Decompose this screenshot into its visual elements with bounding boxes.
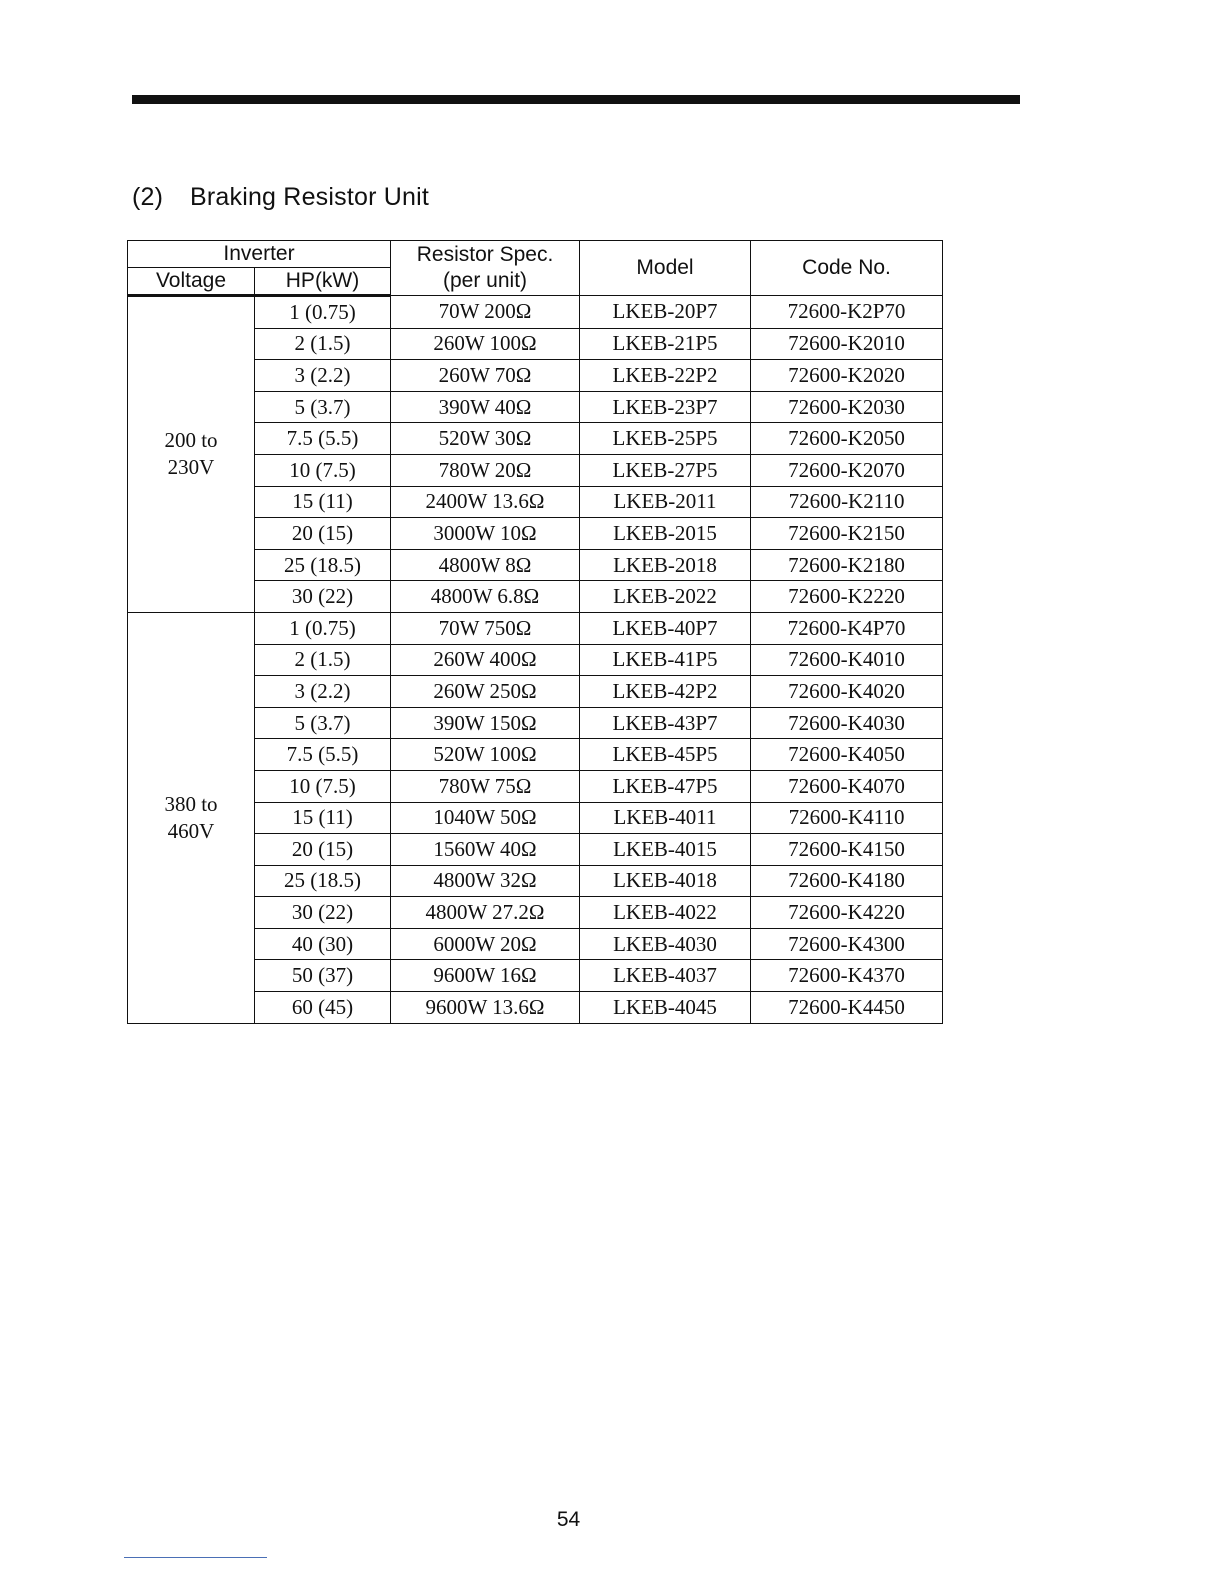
- model-cell: LKEB-21P5: [580, 328, 751, 360]
- code-no-cell: 72600-K2180: [751, 549, 943, 581]
- footnote-rule: [124, 1557, 267, 1558]
- hp-cell: 30 (22): [255, 581, 391, 613]
- hp-cell: 10 (7.5): [255, 770, 391, 802]
- code-no-cell: 72600-K4300: [751, 928, 943, 960]
- hp-cell: 60 (45): [255, 992, 391, 1024]
- model-cell: LKEB-4045: [580, 992, 751, 1024]
- code-no-cell: 72600-K4020: [751, 676, 943, 708]
- model-cell: LKEB-4015: [580, 834, 751, 866]
- code-no-cell: 72600-K4010: [751, 644, 943, 676]
- hp-cell: 25 (18.5): [255, 549, 391, 581]
- code-no-cell: 72600-K4370: [751, 960, 943, 992]
- code-no-cell: 72600-K2050: [751, 423, 943, 455]
- resistor-spec-cell: 520W 100Ω: [391, 739, 580, 771]
- code-no-cell: 72600-K4150: [751, 834, 943, 866]
- resistor-spec-cell: 9600W 13.6Ω: [391, 992, 580, 1024]
- voltage-header: Voltage: [128, 268, 255, 296]
- code-no-cell: 72600-K4220: [751, 897, 943, 929]
- code-no-cell: 72600-K2220: [751, 581, 943, 613]
- model-cell: LKEB-23P7: [580, 391, 751, 423]
- model-cell: LKEB-4037: [580, 960, 751, 992]
- code-no-cell: 72600-K2010: [751, 328, 943, 360]
- model-cell: LKEB-4022: [580, 897, 751, 929]
- code-no-cell: 72600-K2150: [751, 518, 943, 550]
- section-title: [132, 183, 429, 212]
- code-no-cell: 72600-K2070: [751, 454, 943, 486]
- resistor-spec-cell: 70W 200Ω: [391, 296, 580, 329]
- hp-cell: 30 (22): [255, 897, 391, 929]
- model-cell: LKEB-45P5: [580, 739, 751, 771]
- resistor-spec-cell: 2400W 13.6Ω: [391, 486, 580, 518]
- resistor-spec-cell: 9600W 16Ω: [391, 960, 580, 992]
- hp-cell: 7.5 (5.5): [255, 739, 391, 771]
- voltage-line1: 380 to: [164, 791, 218, 816]
- voltage-line2: 460V: [167, 818, 215, 843]
- model-cell: LKEB-2018: [580, 549, 751, 581]
- section-title-text: Braking Resistor Unit: [190, 183, 430, 211]
- model-cell: LKEB-4011: [580, 802, 751, 834]
- resistor-spec-cell: 6000W 20Ω: [391, 928, 580, 960]
- hp-cell: 40 (30): [255, 928, 391, 960]
- hp-cell: 3 (2.2): [255, 360, 391, 392]
- top-rule: [132, 95, 1020, 104]
- resistor-spec-cell: 4800W 32Ω: [391, 865, 580, 897]
- hp-cell: 1 (0.75): [255, 296, 391, 329]
- model-cell: LKEB-25P5: [580, 423, 751, 455]
- resistor-spec-cell: 4800W 6.8Ω: [391, 581, 580, 613]
- code-no-cell: 72600-K4450: [751, 992, 943, 1024]
- hp-cell: 5 (3.7): [255, 707, 391, 739]
- resistor-spec-cell: 390W 150Ω: [391, 707, 580, 739]
- model-cell: LKEB-2015: [580, 518, 751, 550]
- hp-cell: 15 (11): [255, 486, 391, 518]
- model-cell: LKEB-40P7: [580, 612, 751, 644]
- resistor-spec-cell: 3000W 10Ω: [391, 518, 580, 550]
- resistor-spec-cell: 1040W 50Ω: [391, 802, 580, 834]
- table-row: [128, 612, 943, 644]
- inverter-header: Inverter: [128, 241, 391, 268]
- model-cell: LKEB-43P7: [580, 707, 751, 739]
- hp-cell: 1 (0.75): [255, 612, 391, 644]
- resistor-spec-header: [391, 241, 580, 296]
- model-cell: LKEB-4018: [580, 865, 751, 897]
- code-no-cell: 72600-K4050: [751, 739, 943, 771]
- resistor-spec-line1: Resistor Spec.: [416, 243, 554, 266]
- code-no-cell: 72600-K4110: [751, 802, 943, 834]
- voltage-line2: 230V: [167, 455, 215, 480]
- model-cell: LKEB-47P5: [580, 770, 751, 802]
- hp-kw-header: HP(kW): [255, 268, 391, 296]
- voltage-cell: [128, 296, 255, 613]
- hp-cell: 5 (3.7): [255, 391, 391, 423]
- code-no-header: Code No.: [751, 241, 943, 296]
- code-no-cell: 72600-K2020: [751, 360, 943, 392]
- hp-cell: 2 (1.5): [255, 644, 391, 676]
- hp-cell: 20 (15): [255, 518, 391, 550]
- model-cell: LKEB-22P2: [580, 360, 751, 392]
- resistor-spec-line2: (per unit): [443, 269, 528, 292]
- resistor-spec-cell: 390W 40Ω: [391, 391, 580, 423]
- hp-cell: 25 (18.5): [255, 865, 391, 897]
- code-no-cell: 72600-K4P70: [751, 612, 943, 644]
- model-cell: LKEB-20P7: [580, 296, 751, 329]
- code-no-cell: 72600-K4030: [751, 707, 943, 739]
- table-body: [128, 296, 943, 1024]
- code-no-cell: 72600-K2110: [751, 486, 943, 518]
- voltage-cell: [128, 612, 255, 1023]
- model-cell: LKEB-41P5: [580, 644, 751, 676]
- voltage-line1: 200 to: [164, 428, 218, 453]
- model-cell: LKEB-42P2: [580, 676, 751, 708]
- resistor-spec-cell: 260W 250Ω: [391, 676, 580, 708]
- hp-cell: 20 (15): [255, 834, 391, 866]
- model-cell: LKEB-2011: [580, 486, 751, 518]
- hp-cell: 10 (7.5): [255, 454, 391, 486]
- hp-cell: 15 (11): [255, 802, 391, 834]
- resistor-spec-cell: 4800W 27.2Ω: [391, 897, 580, 929]
- hp-cell: 7.5 (5.5): [255, 423, 391, 455]
- code-no-cell: 72600-K2P70: [751, 296, 943, 329]
- resistor-spec-cell: 260W 400Ω: [391, 644, 580, 676]
- model-cell: LKEB-27P5: [580, 454, 751, 486]
- code-no-cell: 72600-K2030: [751, 391, 943, 423]
- hp-cell: 3 (2.2): [255, 676, 391, 708]
- resistor-spec-cell: 260W 100Ω: [391, 328, 580, 360]
- resistor-spec-cell: 70W 750Ω: [391, 612, 580, 644]
- model-cell: LKEB-2022: [580, 581, 751, 613]
- model-header: Model: [580, 241, 751, 296]
- section-number: (2): [132, 183, 164, 211]
- resistor-spec-cell: 780W 75Ω: [391, 770, 580, 802]
- hp-cell: 2 (1.5): [255, 328, 391, 360]
- resistor-spec-cell: 4800W 8Ω: [391, 549, 580, 581]
- resistor-spec-cell: 260W 70Ω: [391, 360, 580, 392]
- code-no-cell: 72600-K4070: [751, 770, 943, 802]
- table-row: [128, 296, 943, 329]
- code-no-cell: 72600-K4180: [751, 865, 943, 897]
- braking-resistor-table: [127, 240, 943, 1024]
- header-row-1: [128, 241, 943, 268]
- model-cell: LKEB-4030: [580, 928, 751, 960]
- resistor-spec-cell: 520W 30Ω: [391, 423, 580, 455]
- page-number: 54: [556, 1508, 581, 1531]
- resistor-spec-cell: 780W 20Ω: [391, 454, 580, 486]
- hp-cell: 50 (37): [255, 960, 391, 992]
- resistor-spec-cell: 1560W 40Ω: [391, 834, 580, 866]
